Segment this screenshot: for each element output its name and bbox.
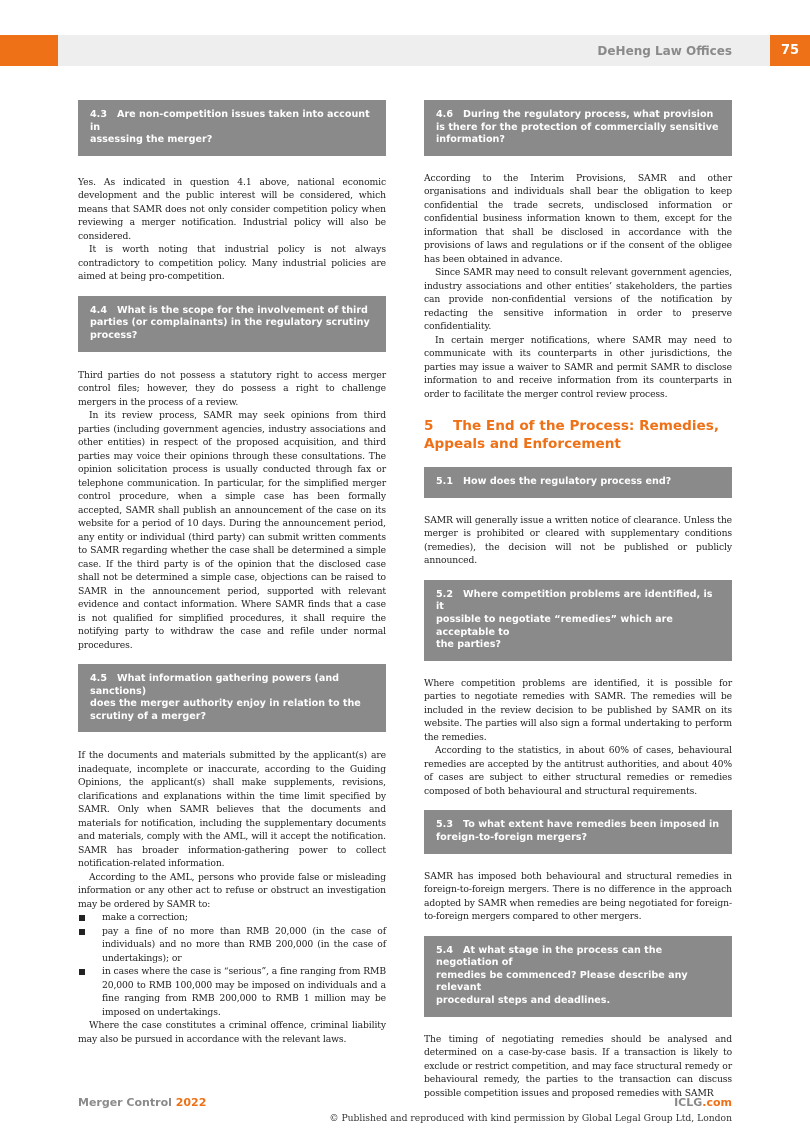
list-item: in cases where the case is “serious”, a fine ranging from RMB 20,000 to RMB 100,000 may be imposed on individuals and a fine ranging from RMB 200,000 to RMB 1 million may be imposed on undertakings. (78, 965, 386, 1019)
question-line: To what extent have remedies been imposed in (463, 819, 720, 831)
question-line: assessing the merger? (90, 134, 213, 146)
question-line: possible to negotiate “remedies” which are acceptable to (436, 614, 673, 638)
bullet-square-icon (79, 969, 85, 975)
site-name: ICLG (674, 1096, 703, 1109)
section-title-line: The End of the Process: Remedies, (453, 418, 720, 435)
question-line: remedies be commenced? Please describe any relevant (436, 969, 688, 994)
question-line: At what stage in the process can the negotiation of (436, 944, 663, 969)
paragraph: SAMR will generally issue a written notice of clearance. Unless the merger is prohibited or cleared with supplementary conditions (remedies), the decision will not be published or publicly announced. (424, 514, 732, 567)
question-line: How does the regulatory process end? (463, 476, 672, 488)
paragraph: Since SAMR may need to consult relevant government agencies, industry associations and other entities’ stakeholders, the parties can provide non-confidential versions of the notification by redacting the sensitive information in order to preserve confidentiality. (424, 267, 732, 333)
right-column (424, 100, 732, 1100)
question-number: 5.2 (436, 588, 453, 600)
question-line: Are non-competition issues taken into account in (90, 109, 370, 133)
question-box-5-4 (424, 936, 732, 1017)
question-box-5-3 (424, 810, 732, 853)
question-box-5-2 (424, 580, 732, 661)
question-line: is there for the protection of commercially sensitive (436, 121, 719, 133)
footer-publication (78, 1096, 206, 1109)
paragraph: Yes. As indicated in question 4.1 above, national economic development and the public interest will be considered, which means that SAMR does not only consider competition policy when reviewing a merger notification. Industrial policy will also be considered. (78, 176, 386, 242)
header-accent-left (0, 35, 58, 66)
header-firm-name: DeHeng Law Offices (597, 44, 732, 58)
bullet-list (78, 911, 386, 1019)
question-line: does the merger authority enjoy in relation to the (90, 698, 361, 710)
section-title (424, 417, 732, 453)
paragraph: In its review process, SAMR may seek opinions from third parties (including government agencies, industry associations and other entities) in respect of the proposed acquisition, and third parties may voice their opinions through these consultations. The opinion solicitation process is usually conducted through fax or telephone communication. In particular, for the simplified merger control procedure, when a simple case has been formally accepted, SAMR shall publish an announcement of the case on its website for a period of 10 days. During the announcement period, any entity or individual (third party) can submit written comments to SAMR regarding whether the case shall be determined a simple case. If the third party is of the opinion that the disclosed case shall not be determined a simple case, objections can be raised to SAMR in the announcement period, supported with relevant evidence and contact information. Where SAMR finds that a case is not qualified for simplified procedures, it shall require the notifying party to withdraw the case and refile under normal procedures. (78, 410, 386, 651)
question-number: 5.3 (436, 819, 453, 831)
question-line: scrutiny of a merger? (90, 710, 207, 722)
question-line: procedural steps and deadlines. (436, 994, 611, 1006)
site-domain: .com (702, 1096, 732, 1109)
question-number: 4.4 (90, 304, 107, 316)
question-line: foreign-to-foreign mergers? (436, 831, 588, 843)
question-line: What is the scope for the involvement of third (117, 304, 368, 316)
question-box-4-4 (78, 296, 386, 352)
left-column (78, 100, 386, 1046)
footer-site (674, 1096, 732, 1109)
paragraph: The timing of negotiating remedies should be analysed and determined on a case-by-case basis. If a transaction is likely to exclude or restrict competition, and may face structural remedy or behavioural remedy, the parties to the transaction can discuss possible competition issues and proposed remedies with SAMR (424, 1033, 732, 1099)
section-number: 5 (424, 418, 434, 435)
paragraph: According to the Interim Provisions, SAMR and other organisations and individuals shall bear the obligation to keep confidential the trade secrets, undisclosed information or confidential business information known to them, except for the information that shall be disclosed in accordance with the provisions of laws and regulations or if the consent of the obligee has been obtained in advance. (424, 172, 732, 265)
question-line: the parties? (436, 639, 501, 651)
question-line: information? (436, 134, 505, 146)
paragraph: According to the statistics, in about 60% of cases, behavioural remedies are accepted by the antitrust authorities, and about 40% of cases are subject to either structural remedies or remedies composed of both behavioural and structural requirements. (424, 745, 732, 797)
paragraph: Where the case constitutes a criminal offence, criminal liability may also be pursued in accordance with the relevant laws. (78, 1020, 386, 1045)
bullet-square-icon (79, 929, 85, 935)
paragraph: It is worth noting that industrial policy is not always contradictory to competition policy. Many industrial policies are aimed at being pro-competition. (78, 244, 386, 283)
question-box-4-6 (424, 100, 732, 156)
question-line: During the regulatory process, what provision (463, 109, 714, 120)
publication-name: Merger Control (78, 1096, 172, 1109)
page-number: 75 (780, 43, 800, 58)
question-line: parties (or complainants) in the regulatory scrutiny (90, 317, 370, 329)
question-box-4-5 (78, 664, 386, 732)
list-item: make a correction; (78, 911, 386, 925)
question-box-4-3 (78, 100, 386, 156)
paragraph: If the documents and materials submitted by the applicant(s) are inadequate, incomplete or inaccurate, according to the Guiding Opinions, the applicant(s) shall make supplements, revisions, clarifications and explanations within the time limit specified by SAMR. Only when SAMR believes that the documents and materials for notification, including the supplementary documents and materials, comply with the AML, will it accept the notification. SAMR has broader information-gathering power to collect notification-related information. (78, 750, 386, 870)
section-title-line: Appeals and Enforcement (424, 436, 621, 453)
question-line: process? (90, 329, 138, 341)
paragraph: In certain merger notifications, where SAMR may need to communicate with its counterparts in other jurisdictions, the parties may issue a waiver to SAMR and permit SAMR to disclose information to and receive information from its counterparts in order to facilitate the merger control review process. (424, 334, 732, 400)
paragraph: Third parties do not possess a statutory right to access merger control files; however, they do possess a right to challenge mergers in the process of a review. (78, 369, 386, 408)
footer-copyright: © Published and reproduced with kind permission by Global Legal Group Ltd, London (329, 1113, 732, 1124)
question-number: 4.3 (90, 109, 107, 120)
question-number: 4.5 (90, 673, 107, 685)
paragraph: SAMR has imposed both behavioural and structural remedies in foreign-to-foreign mergers. There is no difference in the approach adopted by SAMR when remedies are being negotiated for foreign-to-foreign mergers compared to other mergers. (424, 870, 732, 923)
paragraph: According to the AML, persons who provide false or misleading information or any other act to refuse or obstruct an investigation may be ordered by SAMR to: (78, 871, 386, 910)
question-box-5-1 (424, 467, 732, 498)
question-number: 5.4 (436, 944, 453, 956)
question-number: 5.1 (436, 476, 453, 488)
list-item: pay a fine of no more than RMB 20,000 (in the case of individuals) and no more than RMB 200,000 (in the case of undertakings); or (78, 925, 386, 966)
question-line: Where competition problems are identified, is it (436, 588, 713, 613)
paragraph: Where competition problems are identified, it is possible for parties to negotiate remedies with SAMR. The remedies will be included in the review decision to be published by SAMR on its website. The parties will also sign a formal undertaking to perform the remedies. (424, 677, 732, 743)
bullet-square-icon (79, 915, 85, 921)
question-number: 4.6 (436, 109, 453, 120)
question-line: What information gathering powers (and sanctions) (90, 673, 340, 697)
publication-year: 2022 (175, 1096, 207, 1109)
